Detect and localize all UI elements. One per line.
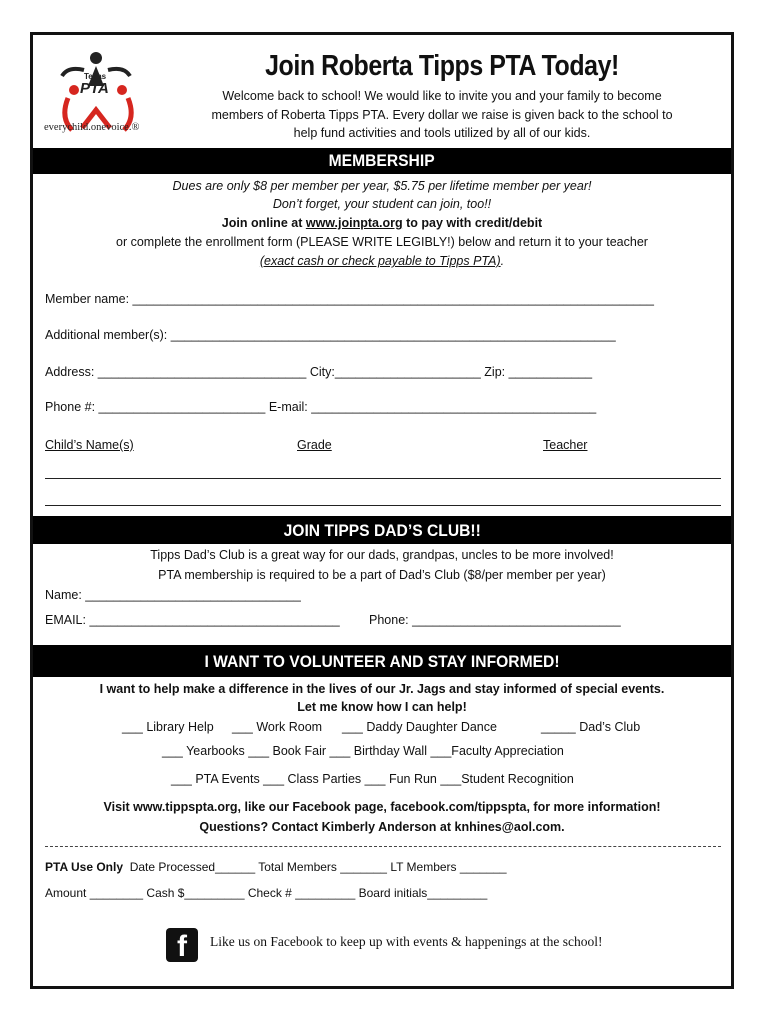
intro-text (180, 87, 704, 143)
intro-line: help fund activities and tools utilized by all of our kids. (293, 126, 591, 140)
dads-club-email-field[interactable]: EMAIL: ____________________________________ (45, 613, 340, 627)
child-info-line[interactable] (45, 478, 721, 479)
reminder-text: Don’t forget, your student can join, too!! (272, 197, 492, 211)
dues-text: Dues are only $8 per member per year, $5.75 per lifetime member per year! (172, 179, 592, 193)
logo-pta-text: PTA (80, 80, 109, 97)
grade-label: Grade (297, 438, 332, 452)
dads-club-heading-text: JOIN TIPPS DAD’S CLUB!! (283, 521, 481, 540)
child-info-line[interactable] (45, 505, 721, 506)
pta-use-label: PTA Use Only (45, 860, 124, 874)
membership-heading (33, 148, 731, 174)
logo-texas-text: Texas (84, 72, 107, 81)
payment-note (33, 254, 731, 268)
pta-use-fields-2: Amount ________ Cash $_________ Check # _________ Board initials_________ (45, 886, 488, 900)
additional-members-field[interactable]: Additional member(s): ________________________________________________________________ (45, 328, 616, 342)
join-online-text (33, 216, 731, 230)
page-title: Join Roberta Tipps PTA Today! (265, 50, 619, 82)
option-library-help[interactable]: ___ Library Help (122, 720, 214, 734)
volunteer-heading-text: I WANT TO VOLUNTEER AND STAY INFORMED! (204, 652, 560, 671)
facebook-icon[interactable]: f (166, 928, 198, 962)
contact-text: Questions? Contact Kimberly Anderson at knhines@aol.com. (199, 820, 565, 834)
intro-line: Welcome back to school! We would like to invite you and your family to become (222, 89, 662, 103)
visit-website-text: Visit www.tippspta.org, like our Facebook page, facebook.com/tippspta, for more information! (103, 800, 661, 814)
intro-line: members of Roberta Tipps PTA. Every dollar we raise is given back to the school to (211, 107, 673, 122)
volunteer-intro: I want to help make a difference in the lives of our Jr. Jags and stay informed of special events. (99, 682, 665, 696)
child-name-label: Child’s Name(s) (45, 438, 134, 452)
join-online-suffix: to pay with credit/debit (402, 216, 543, 230)
pta-use-row-1 (45, 860, 507, 874)
option-work-room[interactable]: ___ Work Room (232, 720, 323, 734)
dads-club-requirement: PTA membership is required to be a part of Dad’s Club ($8/per member per year) (158, 568, 606, 582)
volunteer-heading (33, 645, 731, 677)
dads-club-heading (33, 516, 731, 544)
volunteer-options-row-2[interactable]: ___ Yearbooks ___ Book Fair ___ Birthday Wall ___Faculty Appreciation (162, 744, 564, 758)
joinpta-link[interactable]: www.joinpta.org (305, 216, 403, 230)
cut-line (45, 846, 721, 847)
member-name-field[interactable]: Member name: ___________________________________________________________________________ (45, 292, 654, 306)
pta-use-fields-1: Date Processed______ Total Members _______ LT Members _______ (129, 860, 507, 874)
payment-note-end: . (500, 254, 505, 268)
volunteer-options-row-3[interactable]: ___ PTA Events ___ Class Parties ___ Fun Run ___Student Recognition (171, 772, 574, 786)
logo-tagline: everychild.onevoice.® (44, 122, 140, 133)
dads-club-phone-field[interactable]: Phone: ______________________________ (369, 613, 621, 627)
option-dads-club[interactable]: _____ Dad’s Club (541, 720, 641, 734)
dads-club-description: Tipps Dad’s Club is a great way for our dads, grandpas, uncles to be more involved! (150, 548, 614, 562)
volunteer-help-line: Let me know how I can help! (297, 700, 467, 714)
enrollment-instructions: or complete the enrollment form (PLEASE WRITE LEGIBLY!) below and return it to your teacher (116, 235, 648, 249)
dads-club-name-field[interactable]: Name: _______________________________ (45, 588, 301, 602)
address-field[interactable]: Address: ______________________________ City:_____________________ Zip: ____________ (45, 365, 593, 379)
teacher-label: Teacher (543, 438, 588, 452)
membership-heading-text: MEMBERSHIP (328, 151, 435, 170)
facebook-text: Like us on Facebook to keep up with events & happenings at the school! (210, 934, 603, 949)
phone-email-field[interactable]: Phone #: ________________________ E-mail: _________________________________________ (45, 400, 597, 414)
option-daddy-daughter-dance[interactable]: ___ Daddy Daughter Dance (342, 720, 497, 734)
join-online-prefix: Join online at (221, 216, 306, 230)
payment-note-text: (exact cash or check payable to Tipps PTA) (259, 254, 501, 268)
